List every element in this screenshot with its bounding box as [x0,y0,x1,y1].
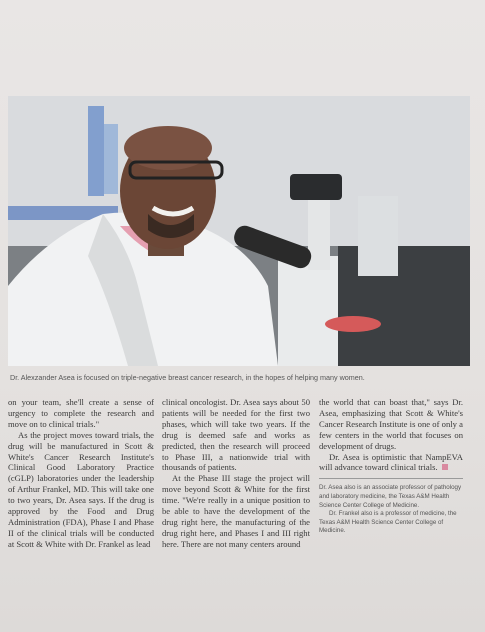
lab-photo [8,96,470,366]
paragraph: the world that can boast that," says Dr. Asea, emphasizing that Scott & White's Cancer Research Institute is one of only a few centers in the world that focuses on development of drugs. [319,397,463,451]
end-of-article-mark-icon [442,464,448,470]
paragraph: clinical oncologist. Dr. Asea says about 50 patients will be needed for the first two phases, which will take two years. If the drug is deemed safe and works as predicted, then the research will proceed to Phase III, a nationwide trial with thousands of patients. [162,397,310,473]
paragraph: At the Phase III stage the project will move beyond Scott & White for the first time. "We're really in a unique position to be able to have the development of the drug right here, the manufacturing of the drug right here, and Phases I and III right here. There are not many centers around [162,473,310,549]
text-column-1 [8,397,154,550]
researcher-at-microscope-image [8,96,470,366]
closing-paragraph-text: Dr. Asea is optimistic that NampEVA will advance toward clinical trials. [319,451,463,473]
photo-caption: Dr. Alexzander Asea is focused on triple-negative breast cancer research, in the hopes of helping many women. [10,373,365,382]
author-note-frankel: Dr. Frankel also is a professor of medicine, the Texas A&M Health Science Center College of Medicine. [319,510,457,535]
author-note-asea: Dr. Asea also is an associate professor of pathology and laboratory medicine, the Texas A&M Health Science Center College of Medicine. [319,484,462,509]
closing-paragraph [319,452,463,474]
notes-divider [319,478,463,479]
paragraph: As the project moves toward trials, the drug will be manufactured in Scott & White's Cancer Research Institute's Clinical Good Laboratory Practice (cGLP) laboratories under the leadership of Arthur Frankel, MD. This will take one to two years, Dr. Asea says. If the drug is approved by the Food and Drug Administration (FDA), Phase I and Phase II of the clinical trials will be conducted at Scott & White with Dr. Frankel as lead [8,429,154,549]
paragraph: on your team, she'll create a sense of urgency to complete the research and move on to clinical trials." [8,397,154,429]
text-column-3 [319,397,463,536]
text-column-2 [162,397,310,550]
